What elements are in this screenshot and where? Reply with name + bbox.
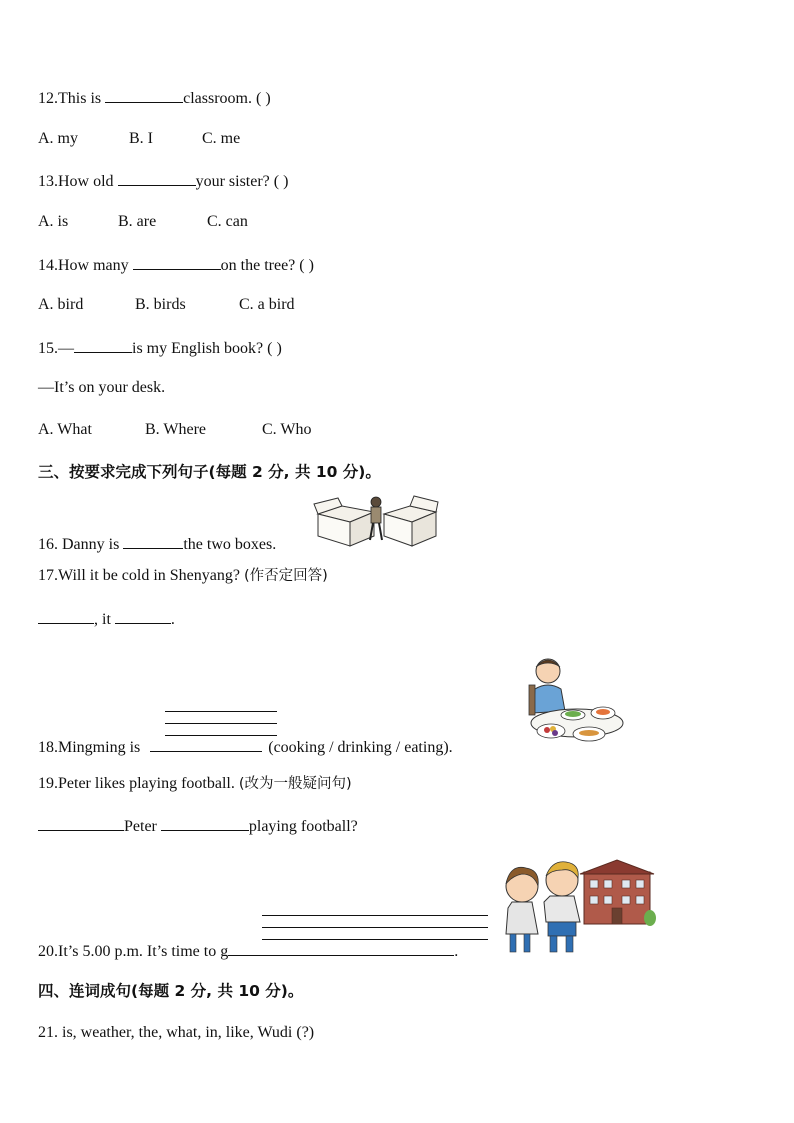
option-b[interactable]: B. I — [129, 130, 153, 147]
answer-blank[interactable] — [118, 170, 196, 186]
option-b[interactable]: B. birds — [135, 296, 186, 313]
answer-blank[interactable] — [105, 87, 183, 103]
question-13-options — [38, 212, 248, 232]
question-18: 18.Mingming is (cooking / drinking / eating). — [38, 736, 453, 758]
boy-eating-illustration — [515, 655, 621, 745]
question-17: 17.Will it be cold in Shenyang? (作否定回答) — [38, 567, 328, 584]
answer-blank[interactable] — [133, 254, 221, 270]
section-3-title: 三、按要求完成下列句子(每题 2 分, 共 10 分)。 — [38, 463, 381, 481]
option-b[interactable]: B. are — [118, 213, 157, 230]
question-19: 19.Peter likes playing football. (改为一般疑问句) — [38, 775, 352, 792]
question-14: 14.How many on the tree? ( ) — [38, 254, 314, 276]
option-a[interactable]: A. is — [38, 213, 69, 230]
answer-blank[interactable] — [38, 608, 94, 624]
option-a[interactable]: A. What — [38, 421, 92, 438]
question-13: 13.How old your sister? ( ) — [38, 170, 288, 192]
answer-blank[interactable] — [74, 337, 132, 353]
answer-blank[interactable] — [228, 940, 454, 956]
option-c[interactable]: C. Who — [262, 421, 312, 438]
option-a[interactable]: A. my — [38, 130, 78, 147]
question-21: 21. is, weather, the, what, in, like, Wudi (?) — [38, 1024, 315, 1041]
option-c[interactable]: C. me — [202, 130, 241, 147]
answer-blank[interactable] — [150, 736, 262, 752]
question-15: 15.— is my English book? ( ) — [38, 337, 282, 359]
option-a[interactable]: A. bird — [38, 296, 84, 313]
option-c[interactable]: C. a bird — [239, 296, 295, 313]
question-20: 20.It’s 5.00 p.m. It’s time to g . — [38, 940, 458, 962]
boxes-illustration — [314, 492, 438, 550]
section-4-title: 四、连词成句(每题 2 分, 共 10 分)。 — [38, 982, 304, 1000]
question-12: 12.This is classroom. ( ) — [38, 87, 271, 109]
answer-blank[interactable] — [38, 815, 124, 831]
option-c[interactable]: C. can — [207, 213, 248, 230]
children-school-illustration — [500, 858, 654, 956]
question-16: 16. Danny is the two boxes. — [38, 533, 276, 555]
answer-blank[interactable] — [161, 815, 249, 831]
answer-blank[interactable] — [115, 608, 171, 624]
option-b[interactable]: B. Where — [145, 421, 207, 438]
question-19-answer: Peter playing football? — [38, 815, 358, 837]
question-12-options — [38, 129, 240, 149]
question-15-options — [38, 420, 311, 440]
question-15-answer: —It’s on your desk. — [38, 379, 166, 396]
question-17-answer: , it . — [38, 608, 175, 630]
answer-blank[interactable] — [123, 533, 183, 549]
question-14-options — [38, 295, 295, 315]
